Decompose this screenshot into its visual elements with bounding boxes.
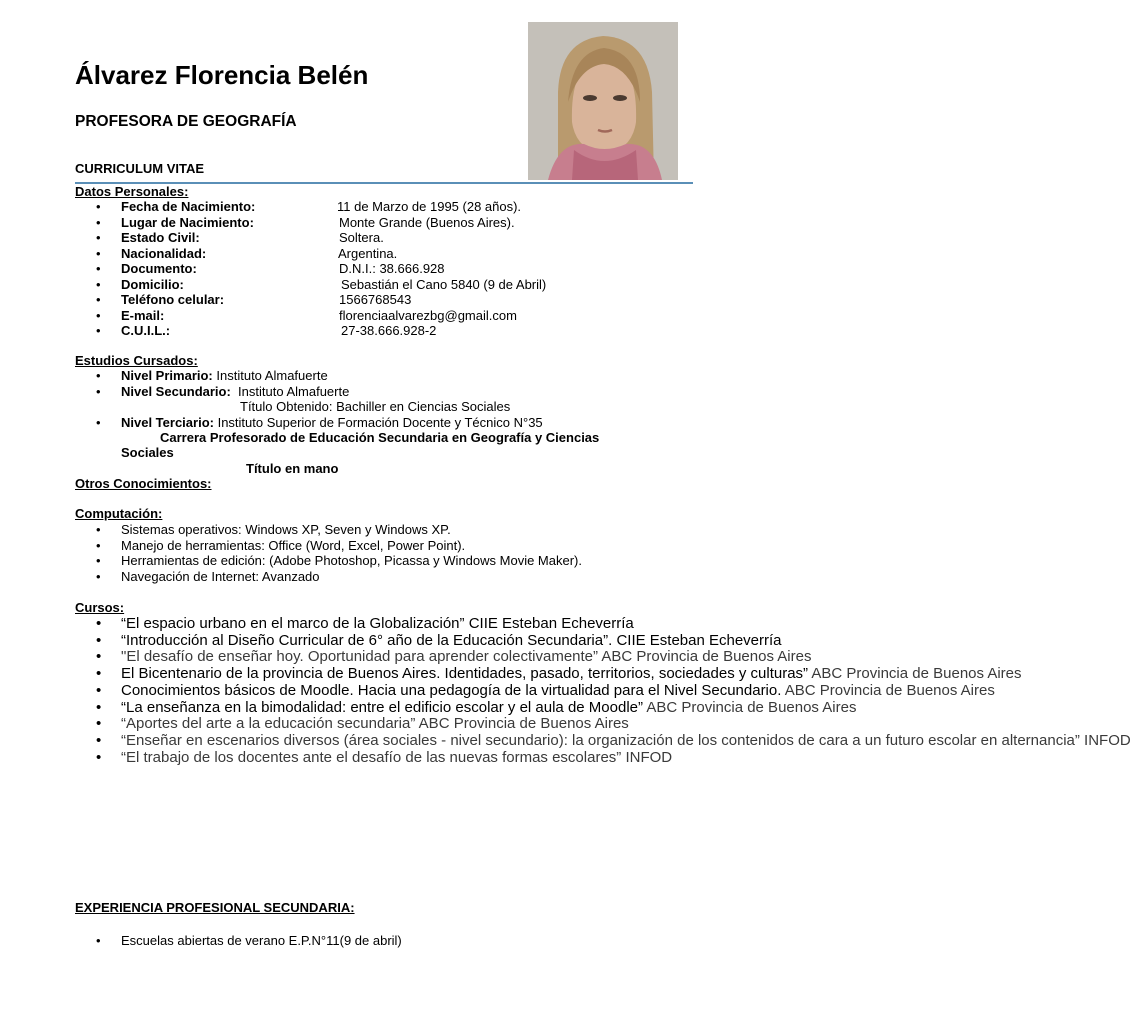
personal-item — [75, 261, 695, 277]
personal-item — [75, 215, 695, 231]
cv-label: CURRICULUM VITAE — [75, 161, 205, 176]
experience-list — [75, 933, 695, 949]
course-item: • Conocimientos básicos de Moodle. Hacia una pedagogía de la virtualidad para el Nivel Secundario. ABC Provincia de Buenos Aires — [75, 683, 696, 700]
title-in-hand: Título en mano — [246, 461, 339, 476]
field-value: Monte Grande (Buenos Aires). — [339, 214, 515, 230]
field-value: D.N.I.: 38.666.928 — [339, 261, 445, 276]
career-line-cont: Sociales — [121, 445, 174, 460]
field-label: • Nacionalidad: — [121, 245, 207, 261]
computing-item: • Navegación de Internet: Avanzado — [75, 569, 695, 585]
computing-list — [75, 522, 695, 584]
profession-title: PROFESORA DE GEOGRAFÍA — [75, 113, 297, 130]
computing-heading: Computación: — [75, 506, 163, 521]
secondary-degree: Título Obtenido: Bachiller en Ciencias Sociales — [240, 399, 511, 414]
career-line: Carrera Profesorado de Educación Secundaria en Geografía y Ciencias — [160, 430, 600, 445]
field-label: • Estado Civil: — [121, 230, 200, 245]
computing-item: • Herramientas de edición: (Adobe Photoshop, Picassa y Windows Movie Maker). — [75, 553, 695, 569]
personal-item — [75, 230, 695, 246]
experience-item: • Escuelas abiertas de verano E.P.N°11(9 de abril) — [75, 933, 695, 949]
computing-item: • Sistemas operativos: Windows XP, Seven y Windows XP. — [75, 522, 695, 538]
field-value: florenciaalvarezbg@gmail.com — [339, 307, 517, 323]
field-label: • Domicilio: — [121, 276, 184, 292]
courses-heading: Cursos: — [75, 600, 125, 615]
study-item-tertiary: • Nivel Terciario: Instituto Superior de Formación Docente y Técnico N°35 — [75, 415, 695, 431]
courses-list — [75, 615, 1131, 766]
studies-list — [75, 368, 695, 399]
experience-heading: EXPERIENCIA PROFESIONAL SECUNDARIA: — [75, 900, 355, 915]
course-item: • “La enseñanza en la bimodalidad: entre el edificio escolar y el aula de Moodle” ABC Provincia de Buenos Aires — [75, 700, 696, 717]
course-item: • El Bicentenario de la provincia de Buenos Aires. Identidades, pasado, territorios, sociedades y culturas” ABC Provincia de Buenos Aires — [75, 666, 696, 683]
other-knowledge-heading: Otros Conocimientos: — [75, 476, 212, 491]
course-item: • “Enseñar en escenarios diversos (área sociales - nivel secundario): la organización de los contenidos de cara a un futuro escolar en alternancia” INFOD — [75, 733, 696, 750]
personal-item — [75, 277, 695, 293]
personal-item — [75, 199, 695, 215]
field-label: • Lugar de Nacimiento: — [121, 214, 254, 230]
personal-data-heading: Datos Personales: — [75, 184, 189, 199]
personal-item — [75, 323, 695, 339]
field-value: Argentina. — [338, 245, 398, 261]
studies-list-tertiary — [75, 415, 695, 431]
personal-item — [75, 308, 695, 324]
field-label: • Teléfono celular: — [121, 292, 225, 307]
course-item: • “Aportes del arte a la educación secundaria” ABC Provincia de Buenos Aires — [75, 716, 696, 733]
candidate-name: Álvarez Florencia Belén — [75, 60, 369, 90]
field-value: 27-38.666.928-2 — [341, 323, 437, 338]
field-value: 1566768543 — [339, 292, 412, 307]
study-item-secondary: • Nivel Secundario: Instituto Almafuerte — [75, 384, 695, 400]
field-label: • C.U.I.L.: — [121, 323, 171, 338]
field-value: Sebastián el Cano 5840 (9 de Abril) — [341, 276, 547, 292]
field-label: • Fecha de Nacimiento: — [121, 199, 256, 214]
computing-item: • Manejo de herramientas: Office (Word, Excel, Power Point). — [75, 538, 695, 554]
field-label: • E-mail: — [121, 307, 165, 323]
personal-item — [75, 292, 695, 308]
course-item: • "El desafío de enseñar hoy. Oportunidad para aprender colectivamente” ABC Provincia de Buenos Aires — [75, 649, 696, 666]
field-value: 11 de Marzo de 1995 (28 años). — [337, 199, 522, 214]
studies-heading: Estudios Cursados: — [75, 353, 198, 368]
profile-photo — [528, 22, 678, 180]
field-value: Soltera. — [339, 230, 384, 245]
course-item: • “El trabajo de los docentes ante el desafío de las nuevas formas escolares” INFOD — [75, 750, 696, 767]
personal-data-list — [75, 199, 695, 339]
course-item: • “El espacio urbano en el marco de la Globalización” CIIE Esteban Echeverría — [75, 616, 696, 633]
study-item-primary: • Nivel Primario: Instituto Almafuerte — [75, 368, 695, 384]
field-label: • Documento: — [121, 261, 197, 276]
personal-item — [75, 246, 695, 262]
course-item: • “Introducción al Diseño Curricular de 6° año de la Educación Secundaria”. CIIE Esteban Echeverría — [75, 633, 696, 650]
